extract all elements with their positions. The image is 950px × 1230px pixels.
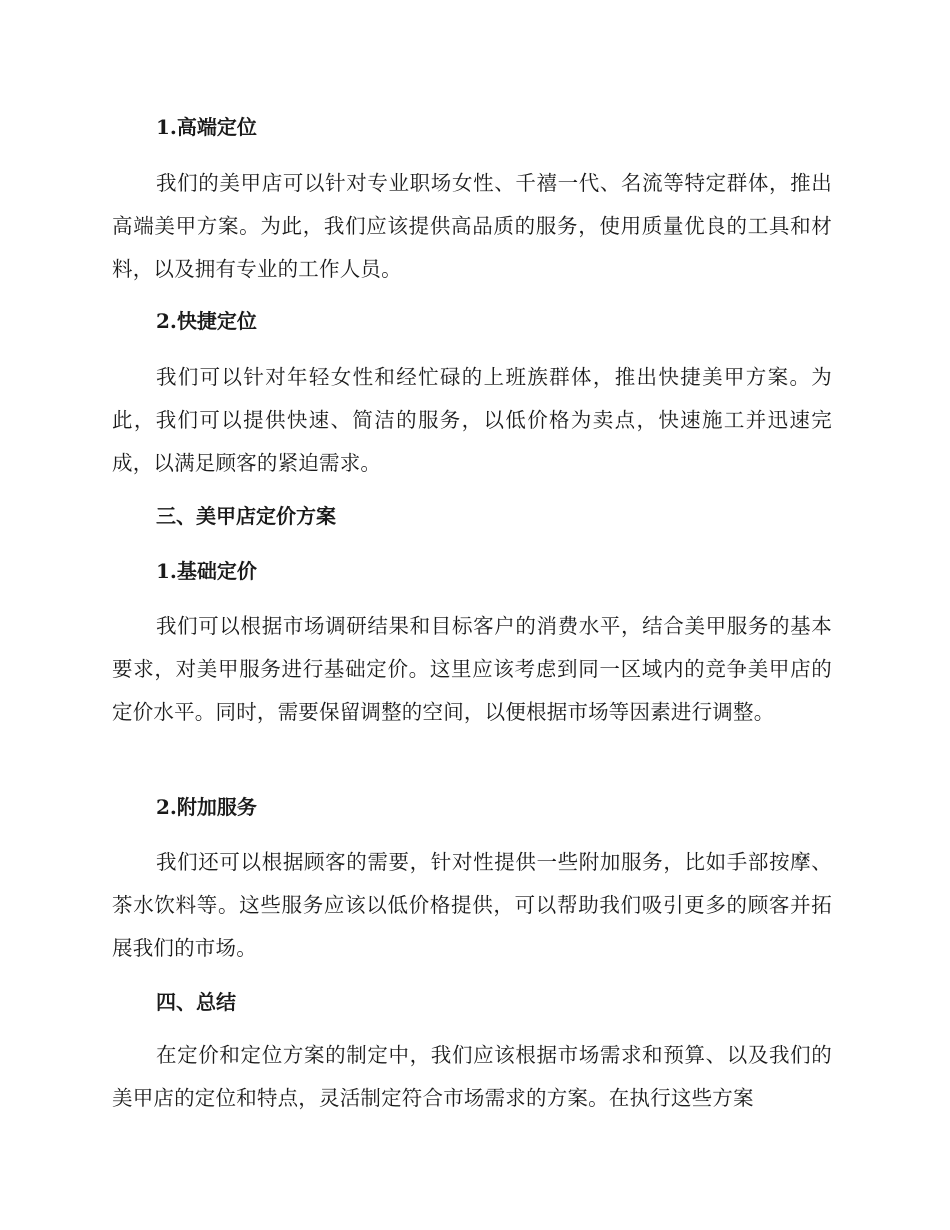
paragraph-addon-services: 我们还可以根据顾客的需要，针对性提供一些附加服务，比如手部按摩、茶水饮料等。这些服务应该以低价格提供，可以帮助我们吸引更多的顾客并拓展我们的市场。	[112, 850, 832, 960]
heading-addon-services: 2.附加服务	[156, 795, 257, 819]
paragraph-summary: 在定价和定位方案的制定中，我们应该根据市场需求和预算、以及我们的美甲店的定位和特点，灵活制定符合市场需求的方案。在执行这些方案	[112, 1043, 832, 1110]
heading-quick-positioning: 2.快捷定位	[156, 309, 257, 333]
paragraph-high-end-positioning: 我们的美甲店可以针对专业职场女性、千禧一代、名流等特定群体，推出高端美甲方案。为此，我们应该提供高品质的服务，使用质量优良的工具和材料，以及拥有专业的工作人员。	[112, 171, 832, 281]
heading-summary: 四、总结	[156, 990, 236, 1014]
paragraph-quick-positioning: 我们可以针对年轻女性和经忙碌的上班族群体，推出快捷美甲方案。为此，我们可以提供快速、简洁的服务，以低价格为卖点，快速施工并迅速完成，以满足顾客的紧迫需求。	[112, 365, 832, 475]
heading-basic-pricing: 1.基础定价	[156, 559, 257, 583]
paragraph-basic-pricing: 我们可以根据市场调研结果和目标客户的消费水平，结合美甲服务的基本要求，对美甲服务进行基础定价。这里应该考虑到同一区域内的竞争美甲店的定价水平。同时，需要保留调整的空间，以便根据市场等因素进行调整。	[112, 614, 832, 724]
heading-pricing-plan: 三、美甲店定价方案	[156, 504, 336, 528]
heading-high-end-positioning: 1.高端定位	[156, 115, 257, 139]
